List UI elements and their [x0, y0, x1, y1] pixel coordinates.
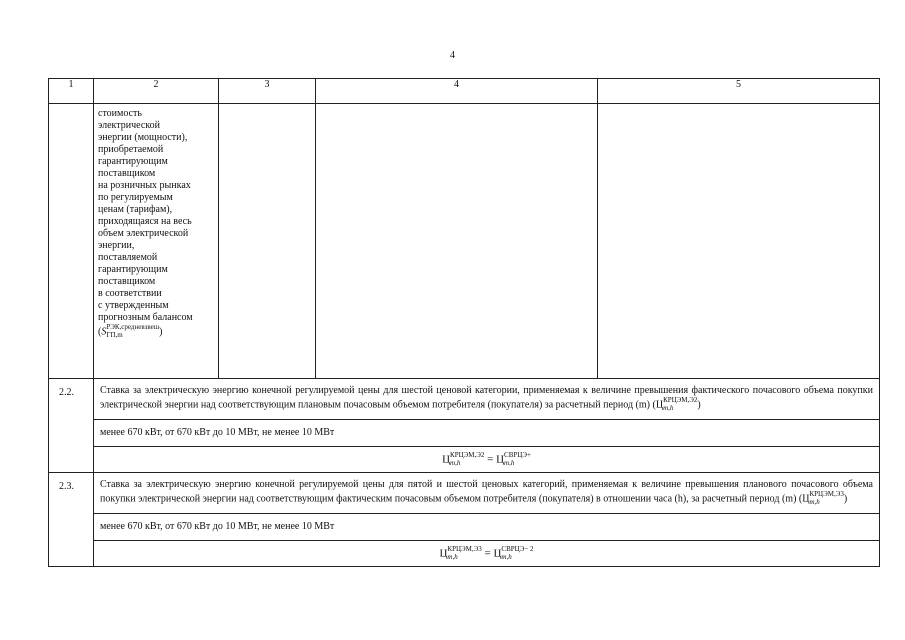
header-col-1: 1 — [49, 79, 94, 104]
table-row — [49, 420, 880, 447]
page-number: 4 — [450, 50, 455, 61]
header-col-5: 5 — [598, 79, 880, 104]
row-number: 2.3. — [59, 481, 74, 492]
text-line: электрической — [98, 120, 160, 131]
text-line: гарантирующим — [98, 156, 168, 167]
text-line: на розничных рынках — [98, 180, 191, 191]
text-line: объем электрической — [98, 228, 189, 239]
text-line: по регулируемым — [98, 192, 173, 203]
text-line: стоимость — [98, 108, 142, 119]
text-line: энергии, — [98, 240, 135, 251]
text-line: гарантирующим — [98, 264, 168, 275]
range-text: менее 670 кВт, от 670 кВт до 10 МВт, не менее 10 МВт — [100, 521, 335, 532]
row-number: 2.2. — [59, 387, 74, 398]
table-row — [49, 379, 880, 420]
continuation-num-cell — [49, 104, 94, 379]
header-col-3: 3 — [219, 79, 316, 104]
continuation-symbol: (S РЭК,средневзвеш ГП,m ) — [98, 323, 163, 339]
text-line: с утвержденным — [98, 300, 169, 311]
formula: Ц КРЦЭМ,Э2 m,h = Ц СВРЦЭ+ m,h — [442, 451, 531, 467]
row-description-cell — [94, 379, 880, 420]
row-number-cell — [49, 379, 94, 473]
text-line: приобретаемой — [98, 144, 164, 155]
continuation-col-3 — [219, 104, 316, 379]
table-row — [49, 541, 880, 567]
continuation-row — [49, 104, 880, 379]
continuation-text — [94, 104, 218, 342]
text-line: приходящаяся на весь — [98, 216, 192, 227]
text-line: ценам (тарифам), — [98, 204, 173, 215]
text-line: поставщиком — [98, 168, 156, 179]
text-line: поставляемой — [98, 252, 158, 263]
range-cell — [94, 420, 880, 447]
row-description-cell — [94, 473, 880, 514]
header-col-4: 4 — [316, 79, 598, 104]
table-row — [49, 514, 880, 541]
continuation-col-5 — [598, 104, 880, 379]
header-col-2: 2 — [94, 79, 219, 104]
table-row — [49, 473, 880, 514]
table-row — [49, 447, 880, 473]
range-cell — [94, 514, 880, 541]
row-description: Ставка за электрическую энергию конечной регулируемой цены для шестой ценовой категории, применяемая к величине превышения фактического почасового объема покупки электрической энергии над соответствующим плановым почасовым объемом потребителя (покупателя) за расчетный период (m) (Ц КРЦЭМ,Э2 m,h ) — [100, 385, 873, 412]
formula-cell — [94, 541, 880, 567]
row-description: Ставка за электрическую энергию конечной регулируемой цены для пятой и шестой ценовых категорий, применяемая к величине превышения планового почасового объема покупки электрической энергии над соответствующим фактическим почасовым объемом потребителя (покупателя) в отношении часа (h), за расчетный период (m) (Ц КРЦЭМ,Э3 m,h ) — [100, 479, 873, 506]
row-number-cell — [49, 473, 94, 567]
header-row — [49, 79, 880, 104]
text-line: энергии (мощности), — [98, 132, 188, 143]
continuation-text-cell — [94, 104, 219, 379]
text-line: прогнозным балансом — [98, 312, 193, 323]
text-line: в соответствии — [98, 288, 162, 299]
text-line: поставщиком — [98, 276, 156, 287]
tariff-table — [48, 78, 880, 567]
formula-cell — [94, 447, 880, 473]
formula: Ц КРЦЭМ,Э3 m,h = Ц СВРЦЭ− 2 m,h — [439, 545, 534, 561]
range-text: менее 670 кВт, от 670 кВт до 10 МВт, не менее 10 МВт — [100, 427, 335, 438]
continuation-col-4 — [316, 104, 598, 379]
